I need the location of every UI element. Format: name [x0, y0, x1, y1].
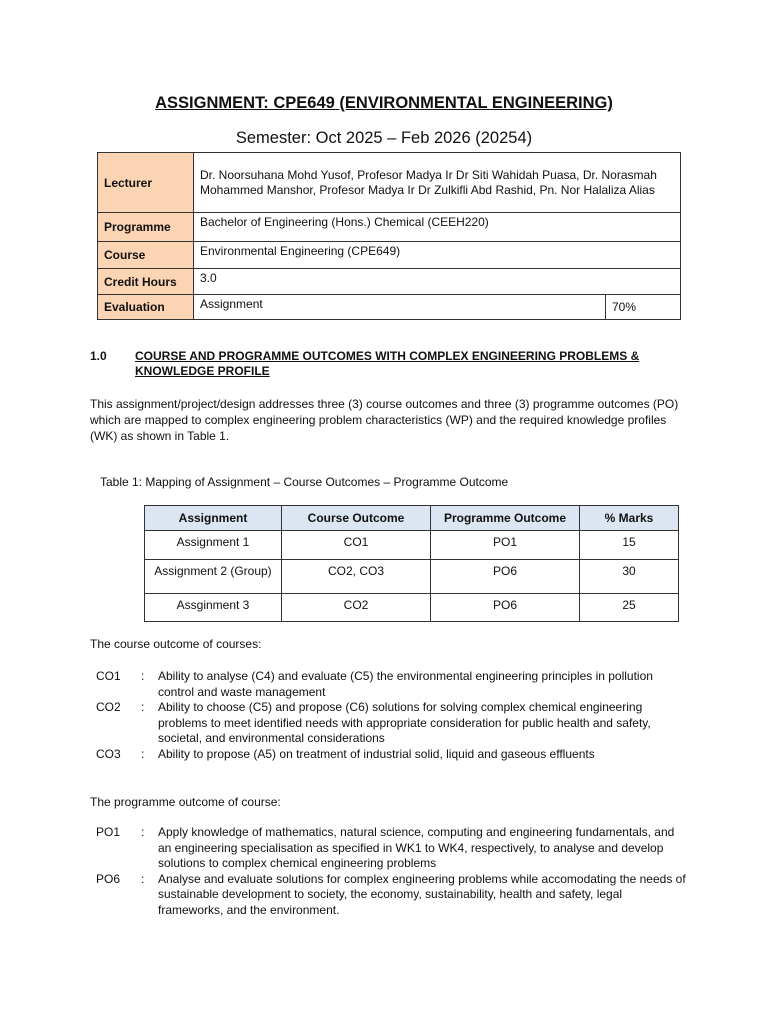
header-programme-outcome: Programme Outcome — [431, 506, 580, 531]
course-outcomes-heading: The course outcome of courses: — [90, 637, 262, 651]
evaluation-row — [98, 295, 681, 320]
course-row — [98, 242, 681, 269]
header-course-outcome: Course Outcome — [282, 506, 431, 531]
section-title: COURSE AND PROGRAMME OUTCOMES WITH COMPLEX ENGINEERING PROBLEMS & KNOWLEDGE PROFILE — [135, 349, 640, 378]
header-assignment: Assignment — [145, 506, 282, 531]
table-row — [145, 594, 679, 622]
lecturer-row — [98, 153, 681, 213]
table-row — [145, 531, 679, 560]
document-title: ASSIGNMENT: CPE649 (ENVIRONMENTAL ENGINEERING) — [155, 94, 613, 112]
evaluation-label: Evaluation — [98, 295, 194, 320]
list-item — [96, 700, 686, 747]
evaluation-value: Assignment — [194, 295, 606, 320]
lecturer-value: Dr. Noorsuhana Mohd Yusof, Profesor Madya Ir Dr Siti Wahidah Puasa, Dr. Norasmah Mohammed Manshor, Profesor Madya Ir Dr Zulkifli Abd Rashid, Pn. Nor Halaliza Alias — [194, 153, 681, 213]
outcome-text: Analyse and evaluate solutions for complex engineering problems while accomodating the needs of sustainable development to society, the economy, sustainability, health and safety, legal frameworks, and the environment. — [158, 871, 686, 917]
outcome-code: CO1 — [96, 669, 121, 683]
course-outcomes-list — [96, 669, 686, 762]
cell-marks: 30 — [580, 560, 679, 594]
cell-course-outcome: CO2 — [282, 594, 431, 622]
cell-assignment: Assignment 2 (Group) — [145, 560, 282, 594]
outcome-code: CO3 — [96, 746, 121, 761]
table-row — [145, 560, 679, 594]
mapping-header-row — [145, 506, 679, 531]
list-item — [96, 747, 686, 763]
table-caption: Table 1: Mapping of Assignment – Course Outcomes – Programme Outcome — [100, 475, 509, 489]
cell-marks: 25 — [580, 594, 679, 622]
list-item — [96, 669, 686, 700]
programme-outcomes-heading: The programme outcome of course: — [90, 795, 281, 809]
outcome-code: PO6 — [96, 871, 121, 886]
programme-value: Bachelor of Engineering (Hons.) Chemical (CEEH220) — [194, 213, 681, 242]
credit-row — [98, 269, 681, 295]
list-item — [96, 872, 686, 919]
lecturer-label: Lecturer — [98, 153, 194, 213]
outcome-separator: : — [141, 871, 145, 886]
semester-line: Semester: Oct 2025 – Feb 2026 (20254) — [235, 129, 533, 147]
cell-assignment: Assginment 3 — [145, 594, 282, 622]
programme-outcomes-list — [96, 825, 686, 918]
outcome-separator: : — [141, 746, 145, 761]
cell-programme-outcome: PO1 — [431, 531, 580, 560]
course-label: Course — [98, 242, 194, 269]
outcome-text: Ability to choose (C5) and propose (C6) solutions for solving complex chemical engineering problems to meet identified needs with appropriate consideration for public health and safety, societal, and environmental considerations — [158, 700, 651, 745]
course-info-table — [97, 152, 681, 320]
list-item — [96, 825, 686, 872]
programme-row — [98, 213, 681, 242]
evaluation-percent: 70% — [606, 295, 681, 320]
header-marks: % Marks — [580, 506, 679, 531]
section-number: 1.0 — [90, 349, 107, 363]
cell-course-outcome: CO1 — [282, 531, 431, 560]
outcome-code: PO1 — [96, 825, 121, 839]
outcome-code: CO2 — [96, 700, 121, 714]
cell-course-outcome: CO2, CO3 — [282, 560, 431, 594]
cell-marks: 15 — [580, 531, 679, 560]
credit-value: 3.0 — [194, 269, 681, 295]
cell-programme-outcome: PO6 — [431, 560, 580, 594]
outcome-text: Ability to propose (A5) on treatment of industrial solid, liquid and gaseous effluents — [158, 746, 595, 761]
programme-label: Programme — [98, 213, 194, 242]
section-intro: This assignment/project/design addresses three (3) course outcomes and three (3) programme outcomes (PO) which are mapped to complex engineering problem characteristics (WP) and the required knowledge profiles (WK) as shown in Table 1. — [90, 397, 679, 443]
outcome-separator: : — [141, 825, 145, 839]
outcome-text: Apply knowledge of mathematics, natural science, computing and engineering fundamentals, and an engineering specialisation as specified in WK1 to WK4, respectively, to analyse and develop solutions to complex chemical engineering problems — [158, 825, 675, 870]
course-value: Environmental Engineering (CPE649) — [194, 242, 681, 269]
cell-assignment: Assignment 1 — [145, 531, 282, 560]
outcome-separator: : — [141, 700, 145, 714]
mapping-table — [144, 505, 679, 622]
credit-label: Credit Hours — [98, 269, 194, 295]
cell-programme-outcome: PO6 — [431, 594, 580, 622]
outcome-text: Ability to analyse (C4) and evaluate (C5) the environmental engineering principles in pollution control and waste management — [158, 669, 653, 699]
outcome-separator: : — [141, 669, 145, 683]
